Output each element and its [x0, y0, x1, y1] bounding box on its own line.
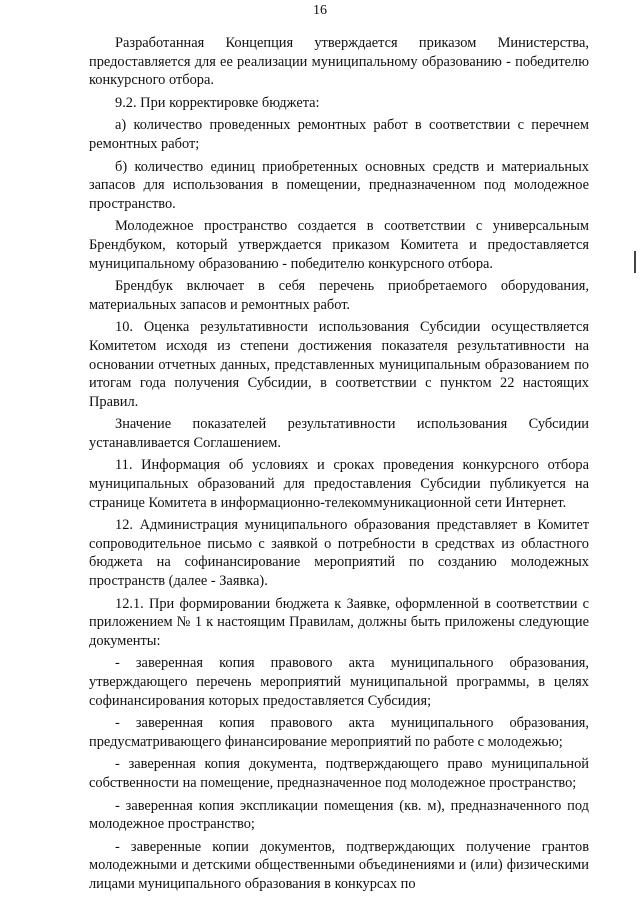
list-item-program-act: - заверенная копия правового акта муниципального образования, утверждающего перечень мероприятий муниципальной программы, в целях софинансирования которых предоставляется Субсидия; [89, 655, 589, 709]
list-item-grant-docs: - заверенные копии документов, подтверждающих получение грантов молодежными и детскими общественными объединениями и (или) физическими лицами муниципального образования в конкурсах по [89, 838, 589, 892]
paragraph-9-2: 9.2. При корректировке бюджета: [115, 94, 320, 111]
scan-edge-mark [634, 251, 636, 273]
document-body [89, 34, 589, 898]
paragraph-concept-approval: Разработанная Концепция утверждается приказом Министерства, предоставляется для ее реализации муниципальному образованию - победителю конкурсного отбора. [89, 35, 589, 89]
paragraph-youth-space: Молодежное пространство создается в соответствии с универсальным Брендбуком, который утверждается приказом Комитета и предоставляется муниципальному образованию - победителю конкурсного отбора. [89, 218, 589, 272]
list-item-floor-plan: - заверенная копия экспликации помещения (кв. м), предназначенного под молодежное пространство; [89, 797, 589, 833]
paragraph-indicator-values: Значение показателей результативности использования Субсидии устанавливается Соглашением. [89, 416, 589, 451]
paragraph-12: 12. Администрация муниципального образования представляет в Комитет сопроводительное письмо с заявкой о потребности в средствах из областного бюджета на софинансирование мероприятий по созданию молодежных пространств (далее - Заявка). [89, 517, 589, 590]
paragraph-brandbook: Брендбук включает в себя перечень приобретаемого оборудования, материальных запасов и ремонтных работ. [89, 278, 589, 313]
paragraph-12-1: 12.1. При формировании бюджета к Заявке, оформленной в соответствии с приложением № 1 к настоящим Правилам, должны быть приложены следующие документы: [89, 595, 589, 649]
paragraph-item-b: б) количество единиц приобретенных основных средств и материальных запасов для использования в помещении, предназначенном под молодежное пространство. [89, 158, 589, 212]
paragraph-11: 11. Информация об условиях и сроках проведения конкурсного отбора муниципальных образований для предоставления Субсидии публикуется на странице Комитета в информационно-телекоммуникационной сети Интернет. [89, 457, 589, 511]
list-item-funding-act: - заверенная копия правового акта муниципального образования, предусматривающего финансирование мероприятий по работе с молодежью; [89, 715, 589, 750]
paragraph-item-a: а) количество проведенных ремонтных работ в соответствии с перечнем ремонтных работ; [89, 117, 589, 152]
list-item-ownership-doc: - заверенная копия документа, подтверждающего право муниципальной собственности на помещение, предназначенное под молодежное пространство; [89, 756, 589, 791]
paragraph-10: 10. Оценка результативности использования Субсидии осуществляется Комитетом исходя из степени достижения показателя результативности на основании отчетных данных, представленных муниципальным образованием по итогам года получения Субсидии, в соответствии с пунктом 22 настоящих Правил. [89, 319, 589, 410]
page-number: 16 [313, 3, 327, 18]
